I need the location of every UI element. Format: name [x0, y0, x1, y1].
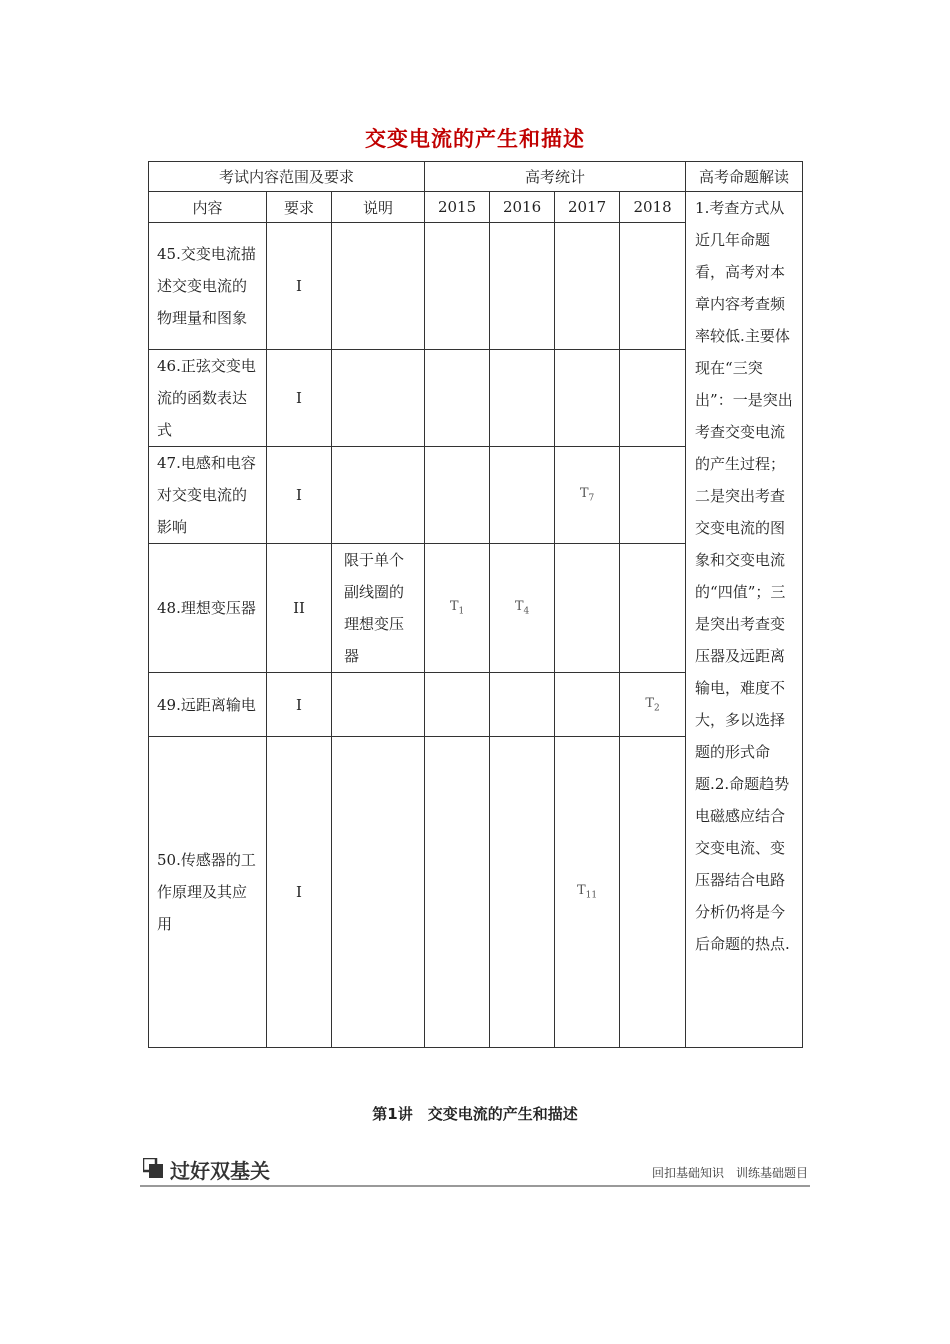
header-interpretation: 高考命题解读 — [686, 162, 803, 192]
interpretation-cell: 1.考查方式从近几年命题看，高考对本章内容考查频率较低.主要体现在“三突出”：一是突出考查交变电流的产生过程；二是突出考查交变电流的图象和交变电流的“四值”；三是突出考查变压器及远距离输电，难度不大，多以选择题的形式命题.2.命题趋势电磁感应结合交变电流、变压器结合电路分析仍将是今后命题的热点. — [686, 192, 803, 1048]
stat-cell-2015: $T_1$ — [425, 544, 490, 673]
header-year-2016: 2016 — [490, 192, 555, 223]
requirement-cell: I — [267, 223, 332, 350]
stat-cell-2017 — [555, 350, 620, 447]
stat-cell-2015 — [425, 737, 490, 1048]
lecture-title: 第1讲 交变电流的产生和描述 — [372, 1105, 578, 1123]
stat-cell-2015 — [425, 447, 490, 544]
stat-cell-2017 — [555, 673, 620, 737]
stat-cell-2017: $T_{11}$ — [555, 737, 620, 1048]
group-header-row — [149, 162, 803, 192]
header-year-2015: 2015 — [425, 192, 490, 223]
requirement-cell: II — [267, 544, 332, 673]
note-cell — [332, 223, 425, 350]
page-title: 交变电流的产生和描述 — [365, 127, 585, 151]
note-cell — [332, 673, 425, 737]
stat-cell-2015 — [425, 673, 490, 737]
note-cell — [332, 447, 425, 544]
content-cell: 47.电感和电容对交变电流的影响 — [149, 447, 267, 544]
note-cell — [332, 350, 425, 447]
header-requirement: 要求 — [267, 192, 332, 223]
content-cell: 48.理想变压器 — [149, 544, 267, 673]
note-cell: 限于单个副线圈的理想变压器 — [332, 544, 425, 673]
stat-cell-2016 — [490, 737, 555, 1048]
note-cell — [332, 737, 425, 1048]
stat-cell-2017 — [555, 223, 620, 350]
stat-cell-2017 — [555, 544, 620, 673]
stat-cell-2016 — [490, 223, 555, 350]
header-year-2018: 2018 — [620, 192, 686, 223]
stat-cell-2018: $T_2$ — [620, 673, 686, 737]
header-note: 说明 — [332, 192, 425, 223]
stat-cell-2018 — [620, 223, 686, 350]
header-year-2017: 2017 — [555, 192, 620, 223]
section-square-icon — [143, 1158, 163, 1178]
section-subtitle: 回扣基础知识 训练基础题目 — [651, 1166, 808, 1180]
requirement-cell: I — [267, 673, 332, 737]
requirement-cell: I — [267, 737, 332, 1048]
stat-cell-2016 — [490, 447, 555, 544]
stat-cell-2015 — [425, 223, 490, 350]
syllabus-table — [148, 161, 803, 1048]
stat-cell-2018 — [620, 544, 686, 673]
section-heading: 过好双基关 — [170, 1159, 270, 1183]
requirement-cell: I — [267, 350, 332, 447]
header-content: 内容 — [149, 192, 267, 223]
header-stats: 高考统计 — [425, 162, 686, 192]
content-cell: 45.交变电流描述交变电流的物理量和图象 — [149, 223, 267, 350]
content-cell: 50.传感器的工作原理及其应用 — [149, 737, 267, 1048]
header-scope: 考试内容范围及要求 — [149, 162, 425, 192]
content-cell: 46.正弦交变电流的函数表达式 — [149, 350, 267, 447]
content-cell: 49.远距离输电 — [149, 673, 267, 737]
stat-cell-2016: $T_4$ — [490, 544, 555, 673]
requirement-cell: I — [267, 447, 332, 544]
stat-cell-2017: $T_7$ — [555, 447, 620, 544]
stat-cell-2015 — [425, 350, 490, 447]
stat-cell-2016 — [490, 350, 555, 447]
stat-cell-2018 — [620, 447, 686, 544]
stat-cell-2016 — [490, 673, 555, 737]
stat-cell-2018 — [620, 737, 686, 1048]
section-bar — [140, 1153, 810, 1187]
stat-cell-2018 — [620, 350, 686, 447]
sub-header-row — [149, 192, 803, 223]
